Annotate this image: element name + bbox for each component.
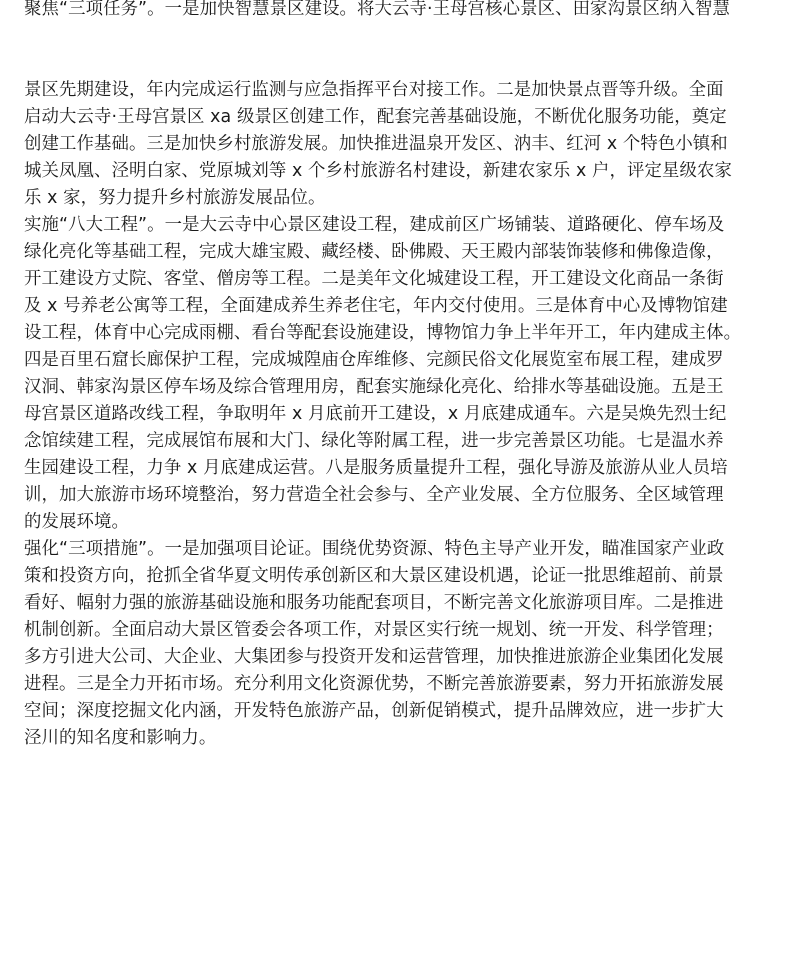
text-line: 机制创新。全面启动大景区管委会各项工作，对景区实行统一规划、统一开发、科学管理； (24, 620, 724, 640)
text-line: 强化“三项措施”。一是加强项目论证。围绕优势资源、特色主导产业开发，瞄准国家产业政 (24, 539, 725, 559)
text-line: 开工建设方丈院、客堂、僧房等工程。二是美年文化城建设工程，开工建设文化商品一条街 (24, 269, 724, 289)
text-line: 泾川的知名度和影响力。 (24, 728, 217, 748)
text-line: 汉洞、韩家沟景区停车场及综合管理用房，配套实施绿化亮化、给排水等基础设施。五是王 (24, 377, 724, 397)
text-line: 四是百里石窟长廊保护工程，完成城隍庙仓库维修、完颜民俗文化展览室布展工程，建成罗 (24, 350, 724, 370)
text-line: 策和投资方向，抢抓全省华夏文明传承创新区和大景区建设机遇，论证一批思维超前、前景 (24, 566, 724, 586)
text-line: 多方引进大公司、大企业、大集团参与投资开发和运营管理，加快推进旅游企业集团化发展 (24, 647, 724, 667)
text-line: 母宫景区道路改线工程，争取明年 x 月底前开工建设，x 月底建成通车。六是吴焕先烈士纪 (24, 404, 727, 424)
text-line: 空间；深度挖掘文化内涵，开发特色旅游产品，创新促销模式，提升品牌效应，进一步扩大 (24, 701, 724, 721)
text-line: 启动大云寺·王母宫景区 xa 级景区创建工作，配套完善基础设施，不断优化服务功能，奠定 (24, 107, 727, 127)
text-line: 乐 x 家，努力提升乡村旅游发展品位。 (24, 188, 326, 208)
text-line: 训，加大旅游市场环境整治，努力营造全社会参与、全产业发展、全方位服务、全区域管理 (24, 485, 724, 505)
text-line: 景区先期建设，年内完成运行监测与应急指挥平台对接工作。二是加快景点晋等升级。全面 (24, 80, 724, 100)
text-line: 实施“八大工程”。一是大云寺中心景区建设工程，建成前区广场铺装、道路硬化、停车场及 (24, 215, 725, 235)
text-line: 看好、幅射力强的旅游基础设施和服务功能配套项目，不断完善文化旅游项目库。二是推进 (24, 593, 724, 613)
text-line: 城关凤凰、泾明白家、党原城刘等 x 个乡村旅游名村建设，新建农家乐 x 户，评定星级农家 (24, 161, 732, 181)
text-line: 聚焦“三项任务”。一是加快智慧景区建设。将大云寺·王母宫核心景区、田家沟景区纳入智慧 (24, 0, 730, 19)
text-line: 的发展环境。 (24, 512, 129, 532)
text-line: 生园建设工程，力争 x 月底建成运营。八是服务质量提升工程，强化导游及旅游从业人员培 (24, 458, 728, 478)
text-line: 创建工作基础。三是加快乡村旅游发展。加快推进温泉开发区、汭丰、红河 x 个特色小镇和 (24, 134, 728, 154)
text-line: 绿化亮化等基础工程，完成大雄宝殿、藏经楼、卧佛殿、天王殿内部装饰装修和佛像造像， (24, 242, 724, 262)
text-line: 进程。三是全力开拓市场。充分利用文化资源优势，不断完善旅游要素，努力开拓旅游发展 (24, 674, 724, 694)
text-line: 及 x 号养老公寓等工程，全面建成养生养老住宅，年内交付使用。三是体育中心及博物馆建 (24, 296, 728, 316)
text-line: 设工程，体育中心完成雨棚、看台等配套设施建设，博物馆力争上半年开工，年内建成主体。 (24, 323, 742, 343)
text-line: 念馆续建工程，完成展馆布展和大门、绿化等附属工程，进一步完善景区功能。七是温水养 (24, 431, 724, 451)
